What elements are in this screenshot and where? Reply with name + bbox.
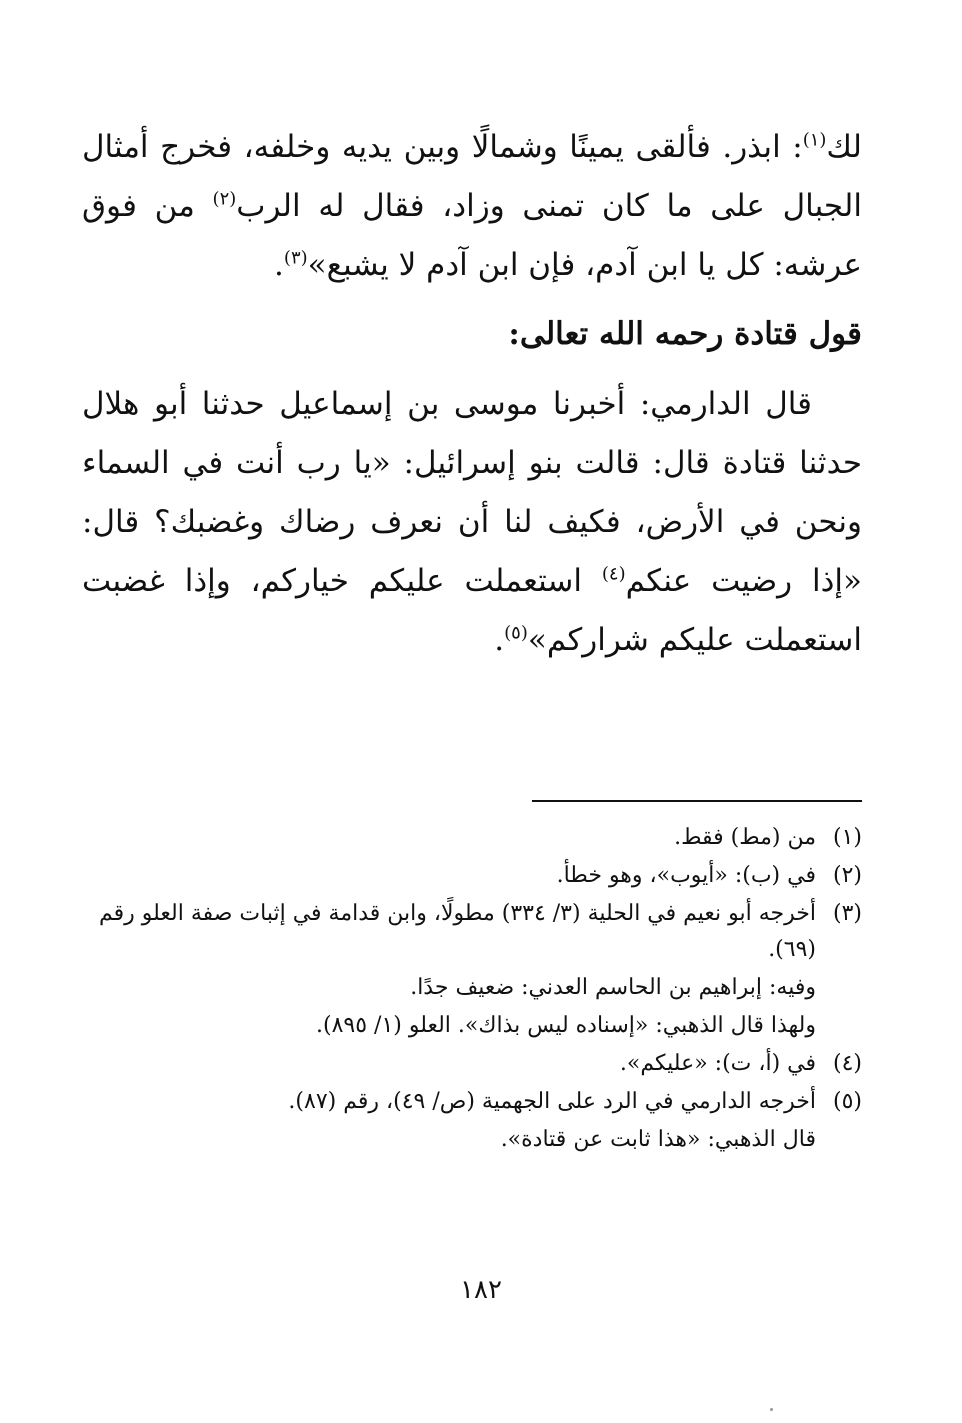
footnote-continuation: [82, 970, 862, 1006]
para1-text-b: : ابذر. فألقى يمينًا وشمالًا وبين يديه وخلفه، فخرج أمثال الجبال على ما كان تمنى وزاد، فقال له الرب: [82, 129, 862, 224]
footnote-number: [816, 970, 862, 1006]
para2-text-a: قال الدارمي: أخبرنا موسى بن إسماعيل حدثنا أبو هلال حدثنا قتادة قال: قالت بنو إسرائيل: «يا رب أنت في السماء ونحن في الأرض، فكيف لنا أن نعرف رضاك وغضبك؟ قال: «إذا رضيت عنكم: [82, 386, 862, 599]
footnote-text: في (ب): «أيوب»، وهو خطأ.: [556, 863, 816, 888]
footnote-item: [82, 896, 862, 968]
page-number: ١٨٢: [460, 1275, 502, 1305]
footnote-text: قال الذهبي: «هذا ثابت عن قتادة».: [500, 1127, 816, 1152]
footnote-number: (٤): [832, 1051, 862, 1076]
footnote-text: من (مط) فقط.: [674, 825, 816, 850]
footnote-text: في (أ، ت): «عليكم».: [619, 1051, 816, 1076]
footnote-text: وفيه: إبراهيم بن الحاسم العدني: ضعيف جدًا.: [410, 975, 816, 1000]
footnote-number: (٢): [832, 863, 862, 888]
footnote-number: [816, 1122, 862, 1158]
footnote-ref-4: (٤): [601, 563, 626, 585]
para2-text-c: .: [494, 622, 505, 658]
scan-speck: [770, 1408, 773, 1411]
footnote-ref-5: (٥): [504, 622, 528, 644]
footnote-item: [82, 820, 862, 856]
footnote-continuation: [82, 1008, 862, 1044]
footnote-item: [82, 858, 862, 894]
footnote-text: أخرجه الدارمي في الرد على الجهمية (ص/ ٤٩)، رقم (٨٧).: [288, 1089, 816, 1114]
footnote-text: أخرجه أبو نعيم في الحلية (٣/ ٣٣٤) مطولًا، وابن قدامة في إثبات صفة العلو رقم (٦٩).: [98, 901, 816, 962]
para2-text-b: استعملت عليكم خياركم، وإذا غضبت استعملت عليكم شراركم»: [82, 563, 862, 658]
main-text-paragraph-2: [82, 375, 862, 670]
footnote-item: [82, 1084, 862, 1120]
para1-text-a: لك: [826, 129, 862, 165]
footnote-number: (٥): [832, 1089, 862, 1114]
footnote-ref-3: (٣): [283, 247, 308, 269]
footnote-text: ولهذا قال الذهبي: «إسناده ليس بذاك». العلو (١/ ٨٩٥).: [316, 1013, 816, 1038]
footnote-number: [816, 1008, 862, 1044]
footnote-continuation: [82, 1122, 862, 1158]
footnotes-section: [82, 820, 862, 1158]
main-text-paragraph-1: [82, 118, 862, 295]
para1-text-d: .: [274, 247, 284, 283]
footnote-item: [82, 1046, 862, 1082]
footnote-ref-2: (٢): [212, 188, 237, 210]
footnote-number: (٣): [832, 901, 862, 926]
section-heading: قول قتادة رحمه الله تعالى:: [508, 316, 862, 352]
footnote-number: (١): [832, 825, 862, 850]
para1-text-c: من فوق عرشه: كل يا ابن آدم، فإن ابن آدم لا يشبع»: [82, 188, 862, 283]
footnote-ref-1: (١): [802, 129, 827, 151]
footnote-separator: [532, 800, 862, 802]
